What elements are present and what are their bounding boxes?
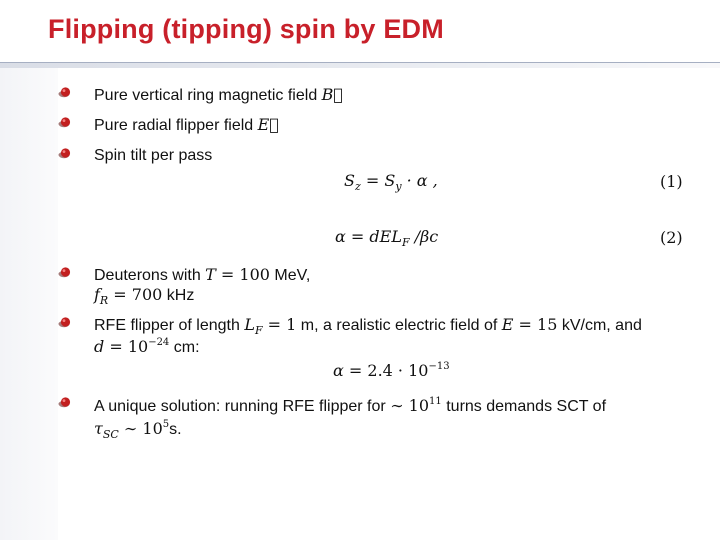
item-5-text-2: m, a realistic electric field of xyxy=(300,317,498,334)
item-5-text: RFE flipper of length xyxy=(94,317,240,334)
equation-1-number: (1) xyxy=(660,172,683,191)
item-6-value: ∼ 10 xyxy=(390,396,430,415)
bullet-icon xyxy=(58,317,72,328)
item-4-text: Deuterons with xyxy=(94,267,201,284)
eq1-body-sub: y xyxy=(395,180,402,194)
eq3-exponent: −13 xyxy=(428,361,450,372)
item-3 xyxy=(94,145,212,166)
eq1-lhs-sub: z xyxy=(354,180,361,194)
bullet-icon xyxy=(58,87,72,98)
item-5-text-3: kV/cm, and xyxy=(561,317,642,334)
eq3-body: = 2.4 · 10 xyxy=(343,361,429,380)
item-4-math: T xyxy=(205,265,216,284)
bullet-icon xyxy=(58,148,72,159)
item-6-exponent-2: 5 xyxy=(162,419,170,430)
item-6-line-1 xyxy=(94,395,606,417)
item-6-value-2: ∼ 10 xyxy=(118,419,163,438)
item-2 xyxy=(94,114,279,136)
item-5-sub: F xyxy=(254,324,263,338)
item-6-unit: s. xyxy=(169,421,182,438)
eq1-lhs: S xyxy=(344,171,355,190)
item-5-value-3: = 10 xyxy=(104,337,149,356)
bullet-icon xyxy=(58,267,72,278)
left-margin-shade xyxy=(0,68,58,540)
eq2-body: = dEL xyxy=(345,227,402,246)
eq1-body: = S xyxy=(360,171,396,190)
item-4-value: = 100 xyxy=(215,265,270,284)
equation-2-number: (2) xyxy=(660,228,683,247)
item-2-text: Pure radial flipper field xyxy=(94,117,254,134)
equation-3 xyxy=(333,361,450,380)
item-5-value-2: = 15 xyxy=(513,315,558,334)
eq2-rest: /βc xyxy=(409,227,439,246)
bullet-icon xyxy=(58,117,72,128)
item-5-math: L xyxy=(244,315,255,334)
item-5-unit: cm: xyxy=(173,339,200,356)
eq1-rest: · α , xyxy=(401,171,438,190)
item-6-text-2: turns demands SCT of xyxy=(446,398,607,415)
item-6-text: A unique solution: running RFE flipper for xyxy=(94,398,386,415)
item-4-line-2 xyxy=(94,284,194,311)
eq2-body-sub: F xyxy=(401,236,410,250)
bullet-icon xyxy=(58,397,72,408)
item-5-math-3: d xyxy=(94,337,105,356)
equation-1 xyxy=(344,171,438,193)
eq2-lhs: α xyxy=(335,227,346,246)
item-3-text: Spin tilt per pass xyxy=(94,147,213,164)
item-4-sub-2: R xyxy=(99,294,109,308)
item-6-math: τ xyxy=(94,419,103,438)
item-4-line-1 xyxy=(94,264,310,286)
item-4-math-2: f xyxy=(94,285,100,304)
item-5-value: = 1 xyxy=(262,315,297,334)
eq3-lhs: α xyxy=(333,361,344,380)
item-4-value-2: = 700 xyxy=(108,285,163,304)
item-4-unit-2: kHz xyxy=(166,287,195,304)
title-divider xyxy=(0,62,720,63)
item-2-math: E⃗ xyxy=(257,115,279,134)
item-1-text: Pure vertical ring magnetic field xyxy=(94,87,318,104)
slide-title: Flipping (tipping) spin by EDM xyxy=(48,14,444,44)
item-1-math: B⃗ xyxy=(321,85,344,104)
item-6-sub: SC xyxy=(102,428,119,442)
item-5-exponent: −24 xyxy=(148,337,170,348)
item-5-line-2 xyxy=(94,336,200,358)
equation-2 xyxy=(335,227,438,249)
item-4-unit: MeV, xyxy=(274,267,311,284)
item-5-math-2: E xyxy=(501,315,514,334)
item-6-line-2 xyxy=(94,418,182,445)
item-6-exponent: 11 xyxy=(429,396,442,407)
item-1 xyxy=(94,84,343,106)
